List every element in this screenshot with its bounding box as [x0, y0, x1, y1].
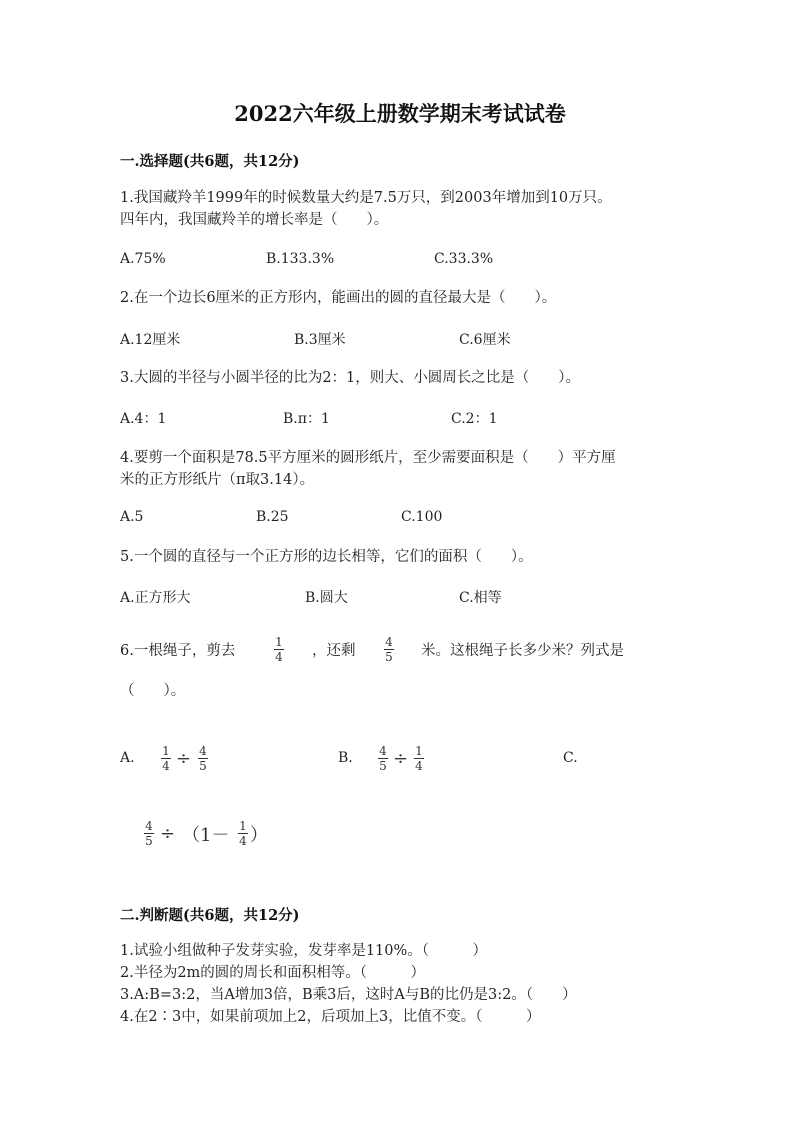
numerator: 1 — [162, 744, 170, 758]
q6-part3: 米。这根绳子长多少米？列式是 — [421, 643, 624, 659]
denominator: 4 — [239, 834, 247, 848]
numerator: 4 — [145, 819, 153, 833]
q6-fraction-left-numerator: 4 — [385, 635, 393, 649]
numerator: 1 — [239, 819, 247, 833]
q1-option-c[interactable]: C.33.3% — [434, 251, 494, 267]
q6-option-a-label[interactable]: A. — [120, 750, 135, 766]
numerator: 4 — [379, 744, 387, 758]
q4-option-a[interactable]: A.5 — [120, 509, 144, 525]
q3-text: 3.大圆的半径与小圆半径的比为2：1，则大、小圆周长之比是（ ）。 — [120, 370, 581, 386]
judge-item-3: 3.A:B=3:2，当A增加3倍，B乘3后，这时A与B的比仍是3:2。（ ） — [120, 987, 577, 1003]
q6-option-a-fraction-1 — [161, 744, 171, 773]
denominator: 5 — [199, 759, 207, 773]
judge-item-2: 2.半径为2m的圆的周长和面积相等。（ ） — [120, 965, 426, 981]
q6-option-a-fraction-2 — [198, 744, 208, 773]
denominator: 4 — [162, 759, 170, 773]
q6-fraction-cut-numerator: 1 — [275, 635, 283, 649]
q2-text: 2.在一个边长6厘米的正方形内，能画出的圆的直径最大是（ ）。 — [120, 290, 557, 306]
q6-part1: 6.一根绳子，剪去 — [120, 643, 236, 659]
q6-option-c-fraction-2 — [238, 819, 248, 848]
divide-sign: ÷ — [176, 748, 192, 769]
q6-fraction-cut-denominator: 4 — [275, 650, 283, 664]
q5-text: 5.一个圆的直径与一个正方形的边长相等，它们的面积（ ）。 — [120, 549, 533, 565]
section-2-heading: 二.判断题(共6题，共12分) — [120, 907, 300, 924]
page-title: 2022六年级上册数学期末考试试卷 — [234, 101, 566, 126]
q6-part2: ，还剩 — [312, 643, 356, 659]
q4-line1: 4.要剪一个面积是78.5平方厘米的圆形纸片，至少需要面积是（ ）平方厘 — [120, 450, 616, 466]
q5-option-c[interactable]: C.相等 — [459, 590, 502, 606]
section-1-heading: 一.选择题(共6题，共12分) — [120, 153, 300, 170]
divide-sign: ÷ — [160, 823, 176, 844]
q5-option-a[interactable]: A.正方形大 — [120, 590, 191, 606]
q2-option-b[interactable]: B.3厘米 — [294, 332, 346, 348]
close-paren: ） — [250, 825, 268, 846]
judge-item-1: 1.试验小组做种子发芽实验，发芽率是110%。（ ） — [120, 943, 488, 959]
open-expression: （1－ — [182, 825, 230, 846]
q1-line2: 四年内，我国藏羚羊的增长率是（ ）。 — [120, 212, 389, 228]
judge-item-4: 4.在2∶3中，如果前项加上2，后项加上3，比值不变。（ ） — [120, 1009, 541, 1025]
denominator: 5 — [145, 834, 153, 848]
q6-line2: （ ）。 — [120, 683, 186, 699]
q5-option-b[interactable]: B.圆大 — [305, 590, 348, 606]
q2-option-a[interactable]: A.12厘米 — [120, 332, 181, 348]
q6-option-c-fraction-1 — [144, 819, 154, 848]
denominator: 5 — [379, 759, 387, 773]
q2-option-c[interactable]: C.6厘米 — [459, 332, 511, 348]
q1-option-a[interactable]: A.75% — [120, 251, 166, 267]
q1-line1: 1.我国藏羚羊1999年的时候数量大约是7.5万只，到2003年增加到10万只。 — [120, 190, 612, 206]
q6-fraction-left — [384, 635, 394, 664]
q4-line2: 米的正方形纸片（π取3.14）。 — [120, 472, 315, 488]
q4-option-b[interactable]: B.25 — [256, 509, 289, 525]
q6-option-b-fraction-2 — [414, 744, 424, 773]
denominator: 4 — [415, 759, 423, 773]
divide-sign: ÷ — [393, 748, 409, 769]
q6-fraction-left-denominator: 5 — [385, 650, 393, 664]
q6-fraction-cut — [274, 635, 284, 664]
q3-option-b[interactable]: B.π：1 — [283, 411, 330, 427]
q6-option-c-label[interactable]: C. — [563, 750, 578, 766]
q6-option-b-fraction-1 — [378, 744, 388, 773]
q3-option-c[interactable]: C.2：1 — [451, 411, 498, 427]
numerator: 1 — [415, 744, 423, 758]
numerator: 4 — [199, 744, 207, 758]
q1-option-b[interactable]: B.133.3% — [266, 251, 335, 267]
q6-option-b-label[interactable]: B. — [338, 750, 353, 766]
q4-option-c[interactable]: C.100 — [401, 509, 443, 525]
q3-option-a[interactable]: A.4：1 — [120, 411, 167, 427]
